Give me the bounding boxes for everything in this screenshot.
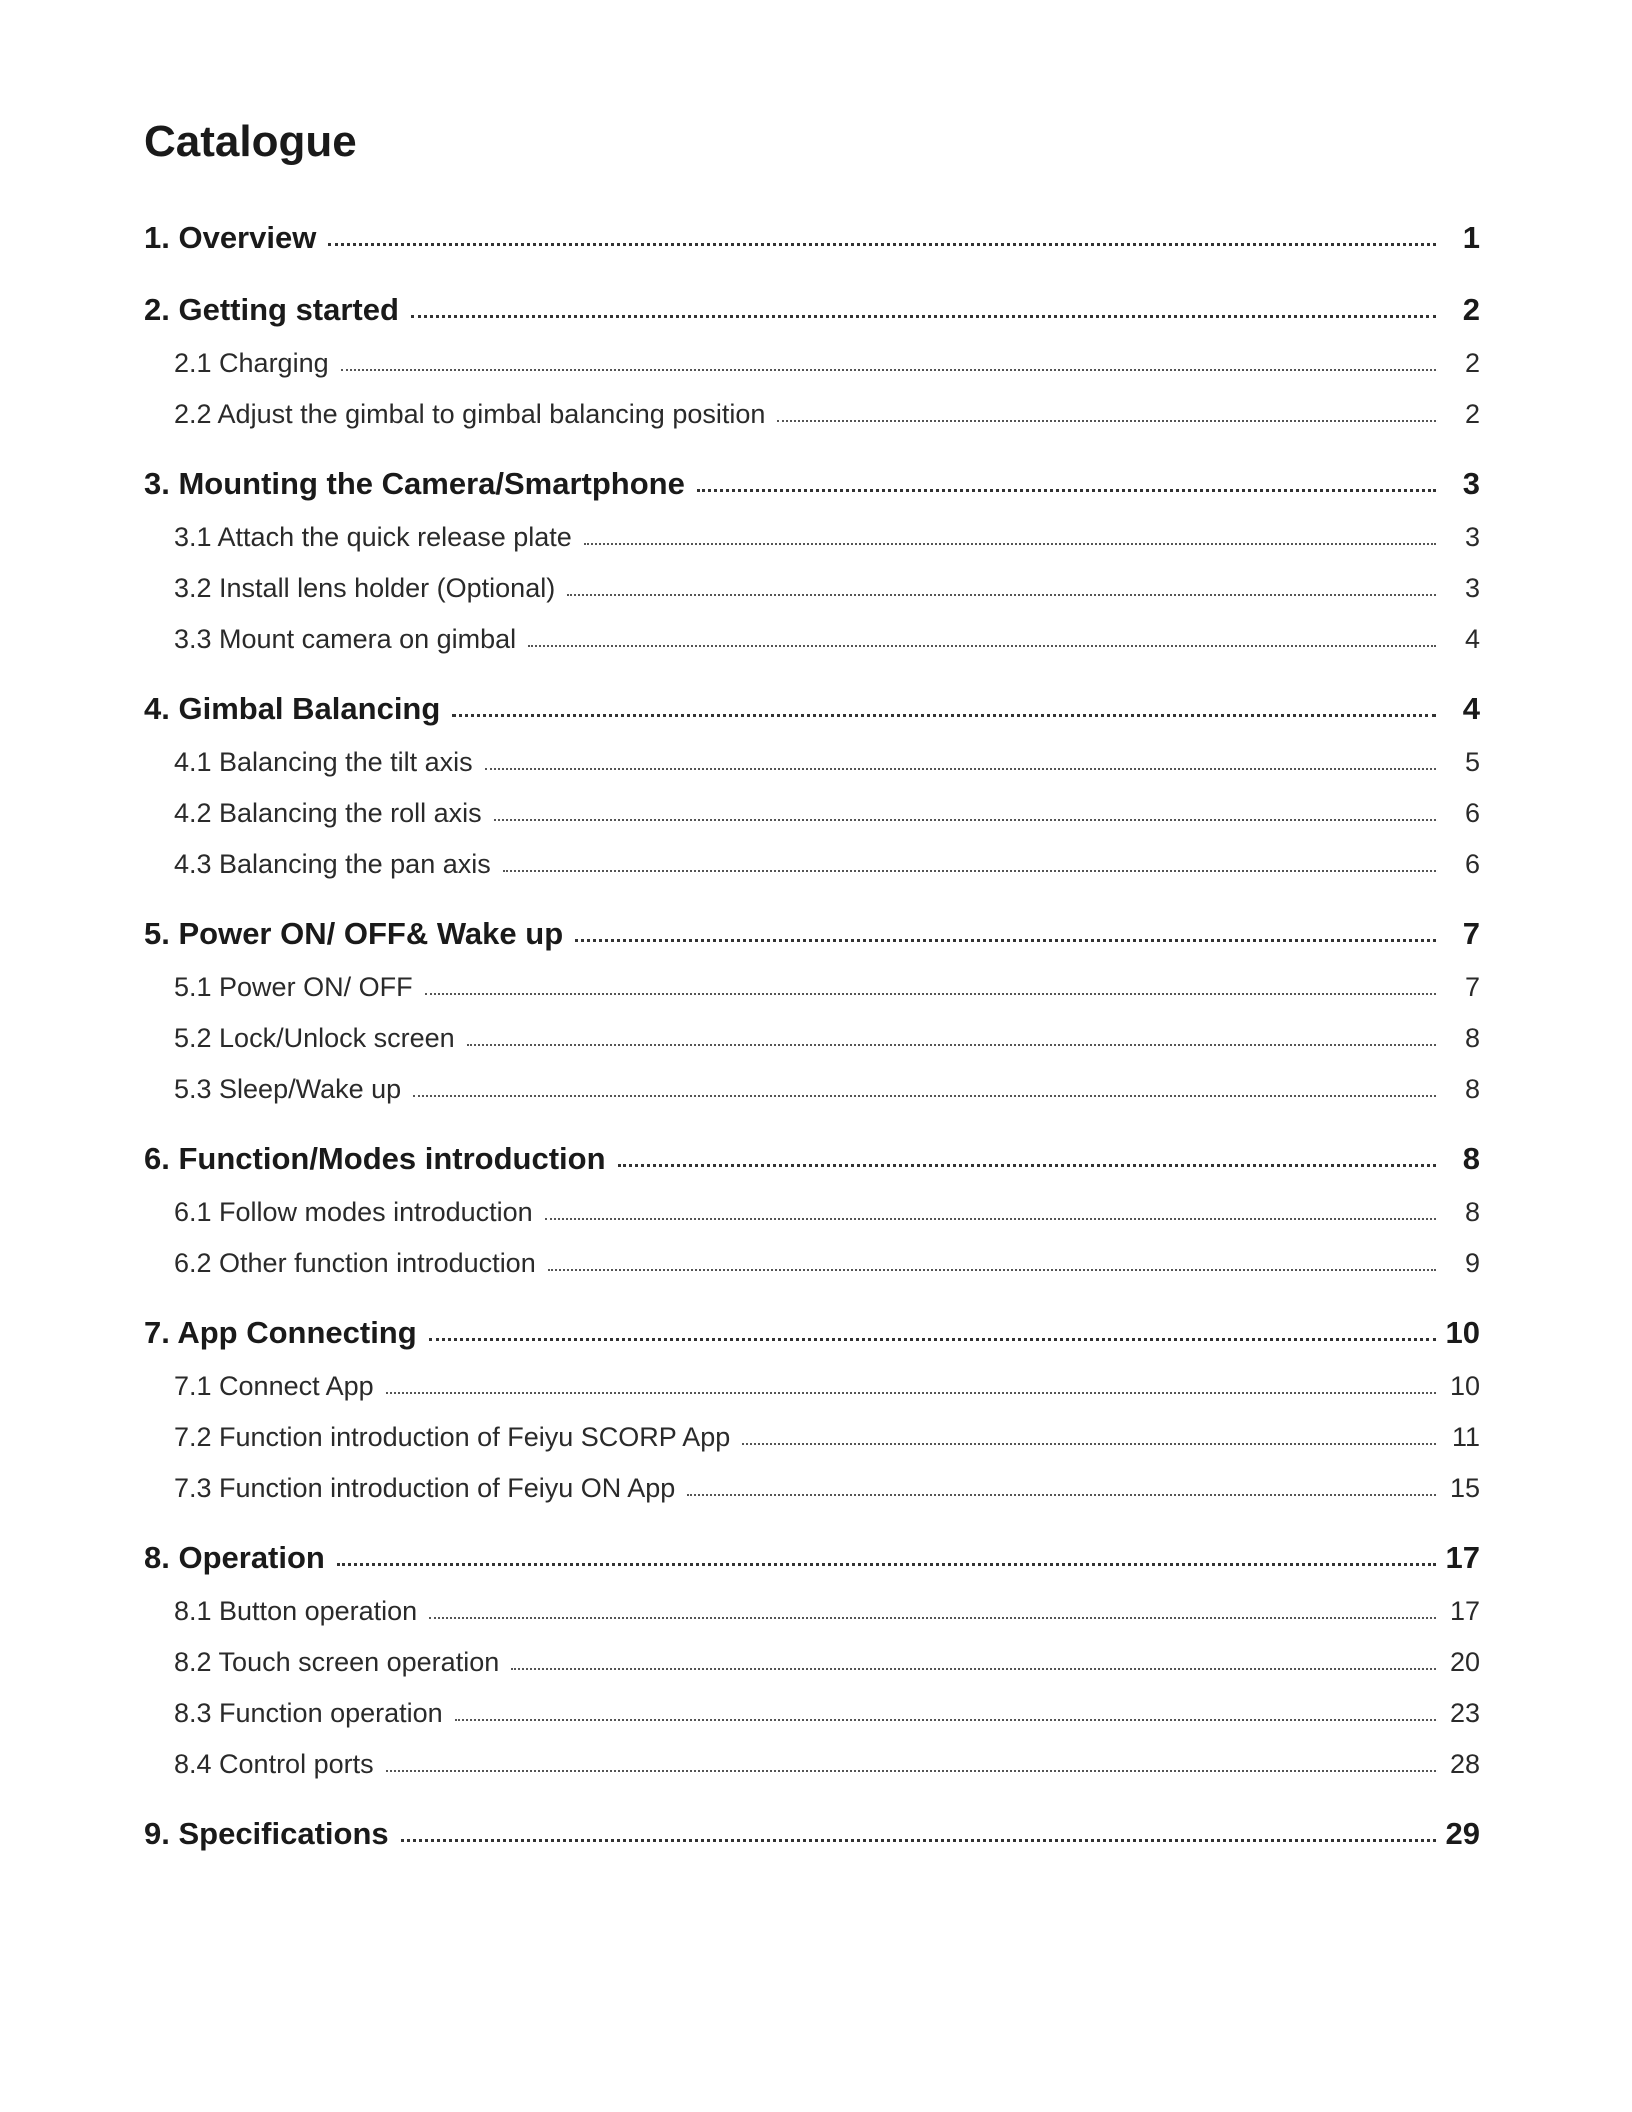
toc-subsection-entry[interactable] [144,788,1480,839]
dot-leader [494,819,1436,821]
dot-leader [511,1668,1436,1670]
dot-leader [429,1338,1436,1341]
dot-leader [545,1218,1436,1220]
toc-subsection-entry[interactable] [144,1013,1480,1064]
toc-subsection-title: 2.1 Charging [174,348,329,378]
dot-leader [429,1617,1436,1619]
toc-page-number: 7 [1464,972,1480,1002]
toc-section [144,1530,1480,1790]
toc-subsection-entry[interactable] [144,1688,1480,1739]
toc-chapter-title: 8. Operation [144,1540,325,1575]
toc-chapter-title: 2. Getting started [144,292,399,327]
dot-leader [567,594,1436,596]
toc-page-number: 3 [1464,573,1480,603]
toc-subsection-title: 3.1 Attach the quick release plate [174,522,572,552]
toc-page-number: 17 [1449,1596,1480,1626]
toc-subsection-entry[interactable] [144,1064,1480,1115]
toc-subsection-title: 2.2 Adjust the gimbal to gimbal balancing position [174,399,766,429]
dot-leader [548,1269,1436,1271]
toc-subsection-title: 8.4 Control ports [174,1749,374,1779]
toc-subsection-title: 7.2 Function introduction of Feiyu SCORP App [174,1422,731,1452]
toc-subsection-entry[interactable] [144,1586,1480,1637]
dot-leader [386,1392,1436,1394]
toc-section [144,282,1480,440]
dot-leader [575,939,1436,942]
toc-page-number: 8 [1462,1141,1480,1176]
toc-page-number: 9 [1464,1248,1480,1278]
toc-page-number: 10 [1445,1315,1480,1350]
toc-subsection-entry[interactable] [144,512,1480,563]
toc-chapter-entry[interactable] [144,1806,1480,1862]
toc-section [144,210,1480,266]
toc-chapter-entry[interactable] [144,1530,1480,1586]
toc-page-number: 23 [1449,1698,1480,1728]
toc-page-number: 1 [1462,220,1480,255]
toc-page-number: 5 [1464,747,1480,777]
dot-leader [618,1164,1436,1167]
dot-leader [777,420,1436,422]
toc-chapter-entry[interactable] [144,456,1480,512]
toc-subsection-entry[interactable] [144,839,1480,890]
dot-leader [425,993,1436,995]
toc-chapter-title: 7. App Connecting [144,1315,417,1350]
toc-subsection-title: 5.2 Lock/Unlock screen [174,1023,455,1053]
toc-subsection-entry[interactable] [144,962,1480,1013]
toc-subsection-title: 8.3 Function operation [174,1698,443,1728]
toc-subsection-entry[interactable] [144,1463,1480,1514]
dot-leader [452,714,1436,717]
toc-page-number: 2 [1462,292,1480,327]
toc-subsection-title: 8.1 Button operation [174,1596,418,1626]
dot-leader [386,1770,1436,1772]
toc-page-number: 2 [1464,348,1480,378]
toc-chapter-entry[interactable] [144,1131,1480,1187]
toc-chapter-title: 1. Overview [144,220,317,255]
toc-page-number: 6 [1464,849,1480,879]
table-of-contents [144,210,1480,1878]
toc-subsection-title: 3.2 Install lens holder (Optional) [174,573,556,603]
dot-leader [528,645,1436,647]
toc-subsection-entry[interactable] [144,563,1480,614]
toc-page-number: 7 [1462,916,1480,951]
toc-subsection-entry[interactable] [144,1637,1480,1688]
dot-leader [687,1494,1436,1496]
toc-subsection-title: 7.1 Connect App [174,1371,374,1401]
toc-subsection-entry[interactable] [144,1187,1480,1238]
toc-subsection-title: 8.2 Touch screen operation [174,1647,500,1677]
toc-subsection-title: 5.3 Sleep/Wake up [174,1074,402,1104]
toc-page-number: 10 [1449,1371,1480,1401]
toc-page-number: 17 [1445,1540,1480,1575]
toc-chapter-title: 9. Specifications [144,1816,389,1851]
toc-page-number: 29 [1445,1816,1480,1851]
toc-page-number: 6 [1464,798,1480,828]
toc-page-number: 8 [1464,1197,1480,1227]
dot-leader [411,315,1436,318]
toc-page-number: 4 [1462,691,1480,726]
toc-page-number: 4 [1464,624,1480,654]
toc-subsection-entry[interactable] [144,614,1480,665]
toc-page-number: 8 [1464,1023,1480,1053]
toc-subsection-entry[interactable] [144,737,1480,788]
dot-leader [742,1443,1436,1445]
toc-chapter-entry[interactable] [144,906,1480,962]
toc-subsection-entry[interactable] [144,1412,1480,1463]
toc-subsection-title: 7.3 Function introduction of Feiyu ON App [174,1473,676,1503]
toc-subsection-title: 6.1 Follow modes introduction [174,1197,533,1227]
toc-section [144,456,1480,665]
dot-leader [401,1839,1436,1842]
toc-chapter-entry[interactable] [144,681,1480,737]
dot-leader [455,1719,1436,1721]
toc-section [144,1131,1480,1289]
toc-page-number: 11 [1451,1422,1480,1452]
dot-leader [467,1044,1436,1046]
toc-page-number: 20 [1449,1647,1480,1677]
toc-subsection-title: 3.3 Mount camera on gimbal [174,624,517,654]
toc-chapter-title: 4. Gimbal Balancing [144,691,441,726]
dot-leader [337,1563,1436,1566]
toc-page-number: 8 [1464,1074,1480,1104]
toc-subsection-title: 4.2 Balancing the roll axis [174,798,482,828]
toc-subsection-title: 4.3 Balancing the pan axis [174,849,491,879]
toc-chapter-title: 5. Power ON/ OFF& Wake up [144,916,564,951]
toc-subsection-title: 4.1 Balancing the tilt axis [174,747,473,777]
toc-chapter-title: 3. Mounting the Camera/Smartphone [144,466,685,501]
toc-chapter-entry[interactable] [144,282,1480,338]
dot-leader [328,243,1436,246]
dot-leader [584,543,1436,545]
toc-subsection-title: 5.1 Power ON/ OFF [174,972,413,1002]
toc-page-number: 15 [1449,1473,1480,1503]
toc-subsection-title: 6.2 Other function introduction [174,1248,536,1278]
page-title: Catalogue [144,117,357,166]
toc-section [144,906,1480,1115]
dot-leader [697,489,1436,492]
toc-subsection-entry[interactable] [144,338,1480,389]
toc-page-number: 28 [1449,1749,1480,1779]
toc-subsection-entry[interactable] [144,1238,1480,1289]
toc-page-number: 3 [1462,466,1480,501]
toc-section [144,1806,1480,1862]
dot-leader [413,1095,1436,1097]
toc-section [144,1305,1480,1514]
dot-leader [503,870,1436,872]
toc-section [144,681,1480,890]
toc-subsection-entry[interactable] [144,1739,1480,1790]
toc-subsection-entry[interactable] [144,1361,1480,1412]
dot-leader [341,369,1436,371]
toc-chapter-title: 6. Function/Modes introduction [144,1141,606,1176]
toc-page-number: 3 [1464,522,1480,552]
toc-chapter-entry[interactable] [144,1305,1480,1361]
toc-subsection-entry[interactable] [144,389,1480,440]
dot-leader [485,768,1436,770]
toc-chapter-entry[interactable] [144,210,1480,266]
toc-page-number: 2 [1464,399,1480,429]
